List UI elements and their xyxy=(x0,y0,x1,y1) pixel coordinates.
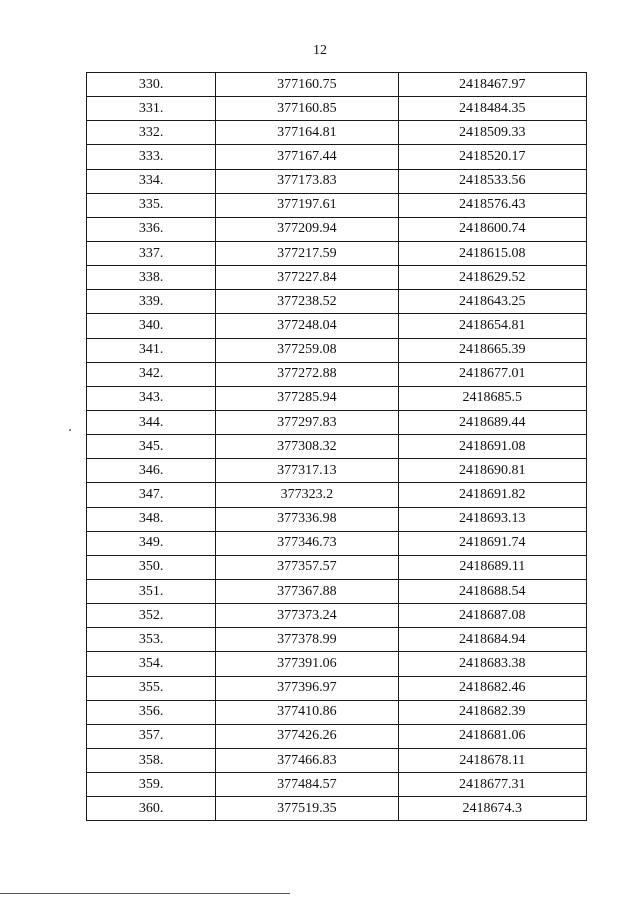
table-row xyxy=(87,338,587,362)
point-number-cell: 356. xyxy=(87,700,216,724)
table-row xyxy=(87,531,587,555)
x-coordinate-cell: 377410.86 xyxy=(216,700,398,724)
x-coordinate-cell: 377357.57 xyxy=(216,555,398,579)
table-row xyxy=(87,217,587,241)
y-coordinate-cell: 2418681.06 xyxy=(398,724,586,748)
x-coordinate-cell: 377346.73 xyxy=(216,531,398,555)
y-coordinate-cell: 2418689.11 xyxy=(398,555,586,579)
table-row xyxy=(87,314,587,338)
table-row xyxy=(87,386,587,410)
table-row xyxy=(87,290,587,314)
x-coordinate-cell: 377167.44 xyxy=(216,145,398,169)
bottom-rule xyxy=(0,893,290,894)
point-number-cell: 334. xyxy=(87,169,216,193)
point-number-cell: 360. xyxy=(87,797,216,821)
x-coordinate-cell: 377297.83 xyxy=(216,410,398,434)
point-number-cell: 358. xyxy=(87,748,216,772)
x-coordinate-cell: 377396.97 xyxy=(216,676,398,700)
table-row xyxy=(87,193,587,217)
point-number-cell: 350. xyxy=(87,555,216,579)
coordinates-table-body xyxy=(87,73,587,821)
x-coordinate-cell: 377197.61 xyxy=(216,193,398,217)
x-coordinate-cell: 377160.75 xyxy=(216,73,398,97)
point-number-cell: 332. xyxy=(87,121,216,145)
y-coordinate-cell: 2418687.08 xyxy=(398,604,586,628)
y-coordinate-cell: 2418691.08 xyxy=(398,435,586,459)
point-number-cell: 342. xyxy=(87,362,216,386)
y-coordinate-cell: 2418509.33 xyxy=(398,121,586,145)
scan-speck xyxy=(69,429,71,431)
x-coordinate-cell: 377238.52 xyxy=(216,290,398,314)
point-number-cell: 355. xyxy=(87,676,216,700)
point-number-cell: 346. xyxy=(87,459,216,483)
x-coordinate-cell: 377391.06 xyxy=(216,652,398,676)
x-coordinate-cell: 377259.08 xyxy=(216,338,398,362)
point-number-cell: 335. xyxy=(87,193,216,217)
point-number-cell: 345. xyxy=(87,435,216,459)
table-row xyxy=(87,748,587,772)
y-coordinate-cell: 2418683.38 xyxy=(398,652,586,676)
table-row xyxy=(87,773,587,797)
table-row xyxy=(87,169,587,193)
table-row xyxy=(87,266,587,290)
y-coordinate-cell: 2418691.82 xyxy=(398,483,586,507)
table-row xyxy=(87,362,587,386)
point-number-cell: 359. xyxy=(87,773,216,797)
x-coordinate-cell: 377173.83 xyxy=(216,169,398,193)
x-coordinate-cell: 377373.24 xyxy=(216,604,398,628)
table-row xyxy=(87,410,587,434)
y-coordinate-cell: 2418467.97 xyxy=(398,73,586,97)
y-coordinate-cell: 2418677.31 xyxy=(398,773,586,797)
point-number-cell: 357. xyxy=(87,724,216,748)
y-coordinate-cell: 2418643.25 xyxy=(398,290,586,314)
coordinates-table xyxy=(86,72,587,821)
page-number: 12 xyxy=(313,43,327,58)
table-row xyxy=(87,241,587,265)
y-coordinate-cell: 2418615.08 xyxy=(398,241,586,265)
y-coordinate-cell: 2418690.81 xyxy=(398,459,586,483)
point-number-cell: 333. xyxy=(87,145,216,169)
y-coordinate-cell: 2418629.52 xyxy=(398,266,586,290)
x-coordinate-cell: 377378.99 xyxy=(216,628,398,652)
point-number-cell: 348. xyxy=(87,507,216,531)
y-coordinate-cell: 2418520.17 xyxy=(398,145,586,169)
table-row xyxy=(87,121,587,145)
point-number-cell: 336. xyxy=(87,217,216,241)
x-coordinate-cell: 377317.13 xyxy=(216,459,398,483)
table-row xyxy=(87,724,587,748)
y-coordinate-cell: 2418600.74 xyxy=(398,217,586,241)
x-coordinate-cell: 377217.59 xyxy=(216,241,398,265)
point-number-cell: 347. xyxy=(87,483,216,507)
point-number-cell: 344. xyxy=(87,410,216,434)
table-row xyxy=(87,579,587,603)
point-number-cell: 353. xyxy=(87,628,216,652)
y-coordinate-cell: 2418576.43 xyxy=(398,193,586,217)
x-coordinate-cell: 377285.94 xyxy=(216,386,398,410)
x-coordinate-cell: 377484.57 xyxy=(216,773,398,797)
y-coordinate-cell: 2418665.39 xyxy=(398,338,586,362)
table-row xyxy=(87,555,587,579)
y-coordinate-cell: 2418682.46 xyxy=(398,676,586,700)
y-coordinate-cell: 2418674.3 xyxy=(398,797,586,821)
table-row xyxy=(87,435,587,459)
x-coordinate-cell: 377209.94 xyxy=(216,217,398,241)
point-number-cell: 351. xyxy=(87,579,216,603)
y-coordinate-cell: 2418684.94 xyxy=(398,628,586,652)
point-number-cell: 330. xyxy=(87,73,216,97)
point-number-cell: 337. xyxy=(87,241,216,265)
y-coordinate-cell: 2418484.35 xyxy=(398,97,586,121)
table-row xyxy=(87,700,587,724)
x-coordinate-cell: 377227.84 xyxy=(216,266,398,290)
y-coordinate-cell: 2418677.01 xyxy=(398,362,586,386)
y-coordinate-cell: 2418682.39 xyxy=(398,700,586,724)
x-coordinate-cell: 377426.26 xyxy=(216,724,398,748)
x-coordinate-cell: 377367.88 xyxy=(216,579,398,603)
y-coordinate-cell: 2418685.5 xyxy=(398,386,586,410)
table-row xyxy=(87,676,587,700)
y-coordinate-cell: 2418654.81 xyxy=(398,314,586,338)
point-number-cell: 338. xyxy=(87,266,216,290)
point-number-cell: 354. xyxy=(87,652,216,676)
y-coordinate-cell: 2418688.54 xyxy=(398,579,586,603)
y-coordinate-cell: 2418691.74 xyxy=(398,531,586,555)
table-row xyxy=(87,652,587,676)
point-number-cell: 331. xyxy=(87,97,216,121)
point-number-cell: 341. xyxy=(87,338,216,362)
table-row xyxy=(87,628,587,652)
x-coordinate-cell: 377323.2 xyxy=(216,483,398,507)
x-coordinate-cell: 377160.85 xyxy=(216,97,398,121)
point-number-cell: 352. xyxy=(87,604,216,628)
x-coordinate-cell: 377248.04 xyxy=(216,314,398,338)
table-row xyxy=(87,507,587,531)
table-row xyxy=(87,97,587,121)
point-number-cell: 343. xyxy=(87,386,216,410)
x-coordinate-cell: 377519.35 xyxy=(216,797,398,821)
y-coordinate-cell: 2418533.56 xyxy=(398,169,586,193)
y-coordinate-cell: 2418693.13 xyxy=(398,507,586,531)
x-coordinate-cell: 377164.81 xyxy=(216,121,398,145)
table-row xyxy=(87,73,587,97)
table-row xyxy=(87,459,587,483)
x-coordinate-cell: 377272.88 xyxy=(216,362,398,386)
x-coordinate-cell: 377466.83 xyxy=(216,748,398,772)
point-number-cell: 340. xyxy=(87,314,216,338)
table-row xyxy=(87,604,587,628)
point-number-cell: 339. xyxy=(87,290,216,314)
point-number-cell: 349. xyxy=(87,531,216,555)
x-coordinate-cell: 377336.98 xyxy=(216,507,398,531)
table-row xyxy=(87,145,587,169)
table-row xyxy=(87,483,587,507)
x-coordinate-cell: 377308.32 xyxy=(216,435,398,459)
y-coordinate-cell: 2418678.11 xyxy=(398,748,586,772)
y-coordinate-cell: 2418689.44 xyxy=(398,410,586,434)
table-row xyxy=(87,797,587,821)
